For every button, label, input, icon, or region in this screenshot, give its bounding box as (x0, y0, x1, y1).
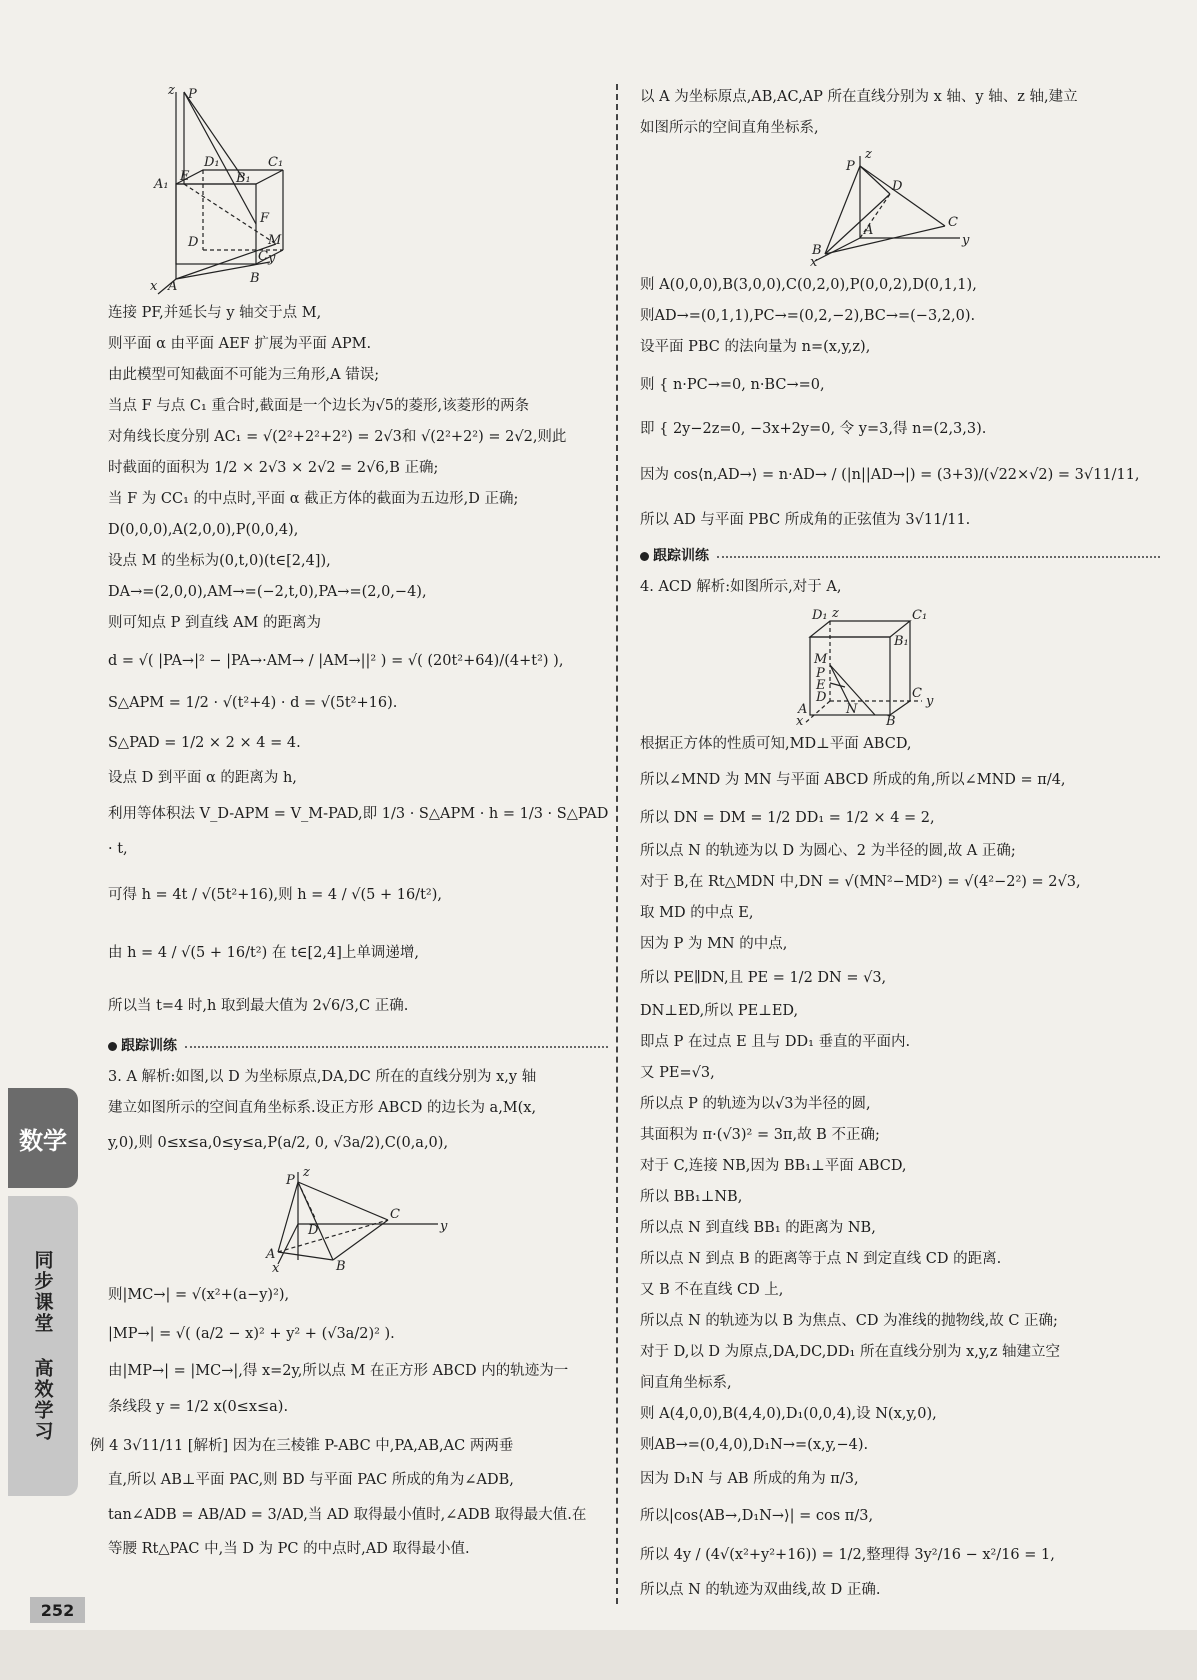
fig-label: P (846, 159, 855, 174)
section-heading-tracking (108, 1031, 608, 1062)
text-line: 等腰 Rt△PAC 中,当 D 为 PC 的中点时,AD 取得最小值. (108, 1541, 470, 1557)
fig-label: x (272, 1261, 280, 1276)
text-line: 所以 DN = DM = 1/2 DD₁ = 1/2 × 4 = 2, (640, 810, 935, 826)
fig-label: E (816, 678, 826, 693)
text-line: D(0,0,0),A(2,0,0),P(0,0,4), (108, 522, 299, 538)
series-tab: 同步课堂 高效学习 (8, 1196, 78, 1496)
cube-n-figure-labels (796, 606, 934, 729)
right-column (640, 82, 1160, 1606)
fig-label: A₁ (154, 177, 169, 192)
solution-part-1 (108, 298, 608, 1031)
fig-label: B (812, 243, 822, 258)
text-line: 所以点 N 到点 B 的距离等于点 N 到定直线 CD 的距离. (640, 1251, 1002, 1267)
fig-label: z (832, 606, 839, 621)
fig-label: D (816, 690, 827, 705)
text-line: 所以∠MND 为 MN 与平面 ABCD 所成的角,所以∠MND = π/4, (640, 772, 1066, 788)
text-line: 所以 AD 与平面 PBC 所成角的正弦值为 3√11/11. (640, 512, 971, 528)
text-line: 所以|cos⟨AB→,D₁N→⟩| = cos π/3, (640, 1508, 874, 1524)
fig-label: B₁ (894, 634, 909, 649)
text-line: 所以 4y / (4√(x²+y²+16)) = 1/2,整理得 3y²/16 − x²/16 = 1, (640, 1547, 1055, 1563)
fig-label: C (948, 215, 958, 230)
text-line: 对于 B,在 Rt△MDN 中,DN = √(MN²−MD²) = √(4²−2²) = 2√3, (640, 874, 1081, 890)
fig-label: z (303, 1165, 310, 1180)
fig-label: x (796, 714, 804, 729)
text-line: 则 { n·PC→=0, n·BC→=0, (640, 377, 825, 393)
fig-label: D (892, 179, 903, 194)
fig-label: E (180, 169, 190, 184)
text-line: 则 A(0,0,0),B(3,0,0),C(0,2,0),P(0,0,2),D(0,1,1), (640, 277, 977, 293)
text-line: 设点 M 的坐标为(0,t,0)(t∈[2,4]), (108, 553, 331, 569)
fig-label: C₁ (912, 608, 928, 623)
page-number: 252 (30, 1597, 85, 1623)
fig-label: z (865, 147, 872, 162)
fig-label: A (266, 1247, 276, 1262)
text-line: 当点 F 与点 C₁ 重合时,截面是一个边长为√5的菱形,该菱形的两条 (108, 398, 530, 414)
text-line: 对于 D,以 D 为原点,DA,DC,DD₁ 所在直线分别为 x,y,z 轴建立空 (640, 1344, 1060, 1360)
subject-tab: 数学 (8, 1088, 78, 1188)
text-line: 则 A(4,0,0),B(4,4,0),D₁(0,0,4),设 N(x,y,0), (640, 1406, 937, 1422)
text-line: 设平面 PBC 的法向量为 n=(x,y,z), (640, 339, 871, 355)
fig-label: M (268, 233, 282, 248)
text-line: 由此模型可知截面不可能为三角形,A 错误; (108, 367, 380, 383)
text-line: 由 h = 4 / √(5 + 16/t²) 在 t∈[2,4]上单调递增, (108, 945, 420, 961)
dotted-rule (717, 556, 1160, 558)
text-line: DN⊥ED,所以 PE⊥ED, (640, 1003, 799, 1019)
solution-part-2 (108, 1062, 608, 1162)
solution-part-3 (90, 1278, 608, 1565)
text-line: 取 MD 的中点 E, (640, 905, 754, 921)
text-line: tan∠ADB = AB/AD = 3/AD,当 AD 取得最小值时,∠ADB 取得最大值.在 (108, 1507, 587, 1523)
text-line: 可得 h = 4t / √(5t²+16),则 h = 4 / √(5 + 16/t²), (108, 887, 442, 903)
bullet-icon (640, 552, 649, 561)
text-line: 利用等体积法 V_D-APM = V_M-PAD,即 1/3 · S△APM · h = 1/3 · S△PAD (108, 806, 609, 822)
fig-label: z (168, 83, 175, 98)
fig-label: A (864, 223, 874, 238)
text-line: |MP→| = √( (a/2 − x)² + y² + (√3a/2)² ). (108, 1326, 395, 1342)
text-line: 条线段 y = 1/2 x(0≤x≤a). (108, 1399, 289, 1415)
fig-label: y (926, 694, 934, 709)
text-line: 由|MP→| = |MC→|,得 x=2y,所以点 M 在正方形 ABCD 内的轨迹为一 (108, 1363, 569, 1379)
text-line: 例 4 3√11/11 [解析] 因为在三棱锥 P-ABC 中,PA,AB,AC 两两垂 (90, 1438, 514, 1454)
text-line: 设点 D 到平面 α 的距离为 h, (108, 770, 297, 786)
left-column (90, 82, 609, 1565)
text-line: 则可知点 P 到直线 AM 的距离为 (108, 615, 322, 631)
text-line: 4. ACD 解析:如图所示,对于 A, (640, 579, 842, 595)
fig-label: P (816, 666, 825, 681)
text-line: d = √( |PA→|² − |PA→·AM→ / |AM→||² ) = √( (20t²+64)/(4+t²) ), (108, 653, 564, 669)
fig-label: x (150, 279, 158, 294)
text-line: 所以点 P 的轨迹为以√3为半径的圆, (640, 1096, 871, 1112)
fig-label: D (188, 235, 199, 250)
solution-part-5 (640, 270, 1160, 541)
text-line: DA→=(2,0,0),AM→=(−2,t,0),PA→=(2,0,−4), (108, 584, 427, 600)
fig-label: C (912, 686, 922, 701)
text-line: 因为 P 为 MN 的中点, (640, 936, 788, 952)
fig-label: F (260, 211, 270, 226)
text-line: S△PAD = 1/2 × 2 × 4 = 4. (108, 735, 301, 751)
text-line: 即点 P 在过点 E 且与 DD₁ 垂直的平面内. (640, 1034, 911, 1050)
section-heading-tracking (640, 541, 1160, 572)
text-line: 则|MC→| = √(x²+(a−y)²), (108, 1287, 290, 1303)
fig-label: y (440, 1219, 448, 1234)
text-line: 所以 BB₁⊥NB, (640, 1189, 743, 1205)
fig-label: C (258, 249, 268, 264)
fig-label: A (168, 279, 178, 294)
text-line: 时截面的面积为 1/2 × 2√3 × 2√2 = 2√6,B 正确; (108, 460, 439, 476)
fig-label: x (810, 255, 818, 270)
text-line: 以 A 为坐标原点,AB,AC,AP 所在直线分别为 x 轴、y 轴、z 轴,建立 (640, 89, 1078, 105)
fig-label: N (846, 702, 858, 717)
text-line: 3. A 解析:如图,以 D 为坐标原点,DA,DC 所在的直线分别为 x,y 轴 (108, 1069, 537, 1085)
text-line: 建立如图所示的空间直角坐标系.设正方形 ABCD 的边长为 a,M(x, (108, 1100, 537, 1116)
text-line: 连接 PF,并延长与 y 轴交于点 M, (108, 305, 322, 321)
text-line: 如图所示的空间直角坐标系, (640, 120, 819, 136)
text-line: 因为 D₁N 与 AB 所成的角为 π/3, (640, 1471, 859, 1487)
section-title: 跟踪训练 (121, 1038, 177, 1054)
text-line: 对角线长度分别 AC₁ = √(2²+2²+2²) = 2√3和 √(2²+2²) = 2√2,则此 (108, 429, 567, 445)
fig-label: B₁ (236, 171, 251, 186)
fig-label: B (250, 271, 260, 286)
solution-part-4 (640, 82, 1160, 144)
text-line: 对于 C,连接 NB,因为 BB₁⊥平面 ABCD, (640, 1158, 907, 1174)
cube-figure (108, 83, 284, 294)
text-line: 所以点 N 的轨迹为双曲线,故 D 正确. (640, 1582, 881, 1598)
text-line: 其面积为 π·(√3)² = 3π,故 B 不正确; (640, 1127, 880, 1143)
text-line: 所以点 N 的轨迹为以 D 为圆心、2 为半径的圆,故 A 正确; (640, 843, 1016, 859)
dotted-rule (185, 1046, 608, 1048)
fig-label: M (814, 652, 828, 667)
text-line: 所以 PE∥DN,且 PE = 1/2 DN = √3, (640, 970, 887, 986)
column-divider (616, 84, 618, 1604)
pyramid-figure (168, 1164, 498, 1274)
text-line: 则AD→=(0,1,1),PC→=(0,2,−2),BC→=(−3,2,0). (640, 308, 976, 324)
text-line: 当 F 为 CC₁ 的中点时,平面 α 截正方体的截面为五边形,D 正确; (108, 491, 519, 507)
text-line: · t, (108, 841, 128, 857)
text-line: 则AB→=(0,4,0),D₁N→=(x,y,−4). (640, 1437, 869, 1453)
cube-figure-labels (150, 83, 283, 294)
bottom-margin (0, 1630, 1197, 1680)
fig-label: P (286, 1173, 295, 1188)
text-line: 所以点 N 的轨迹为以 B 为焦点、CD 为准线的抛物线,故 C 正确; (640, 1313, 1058, 1329)
fig-label: D₁ (812, 608, 828, 623)
fig-label: C (390, 1207, 400, 1222)
fig-label: P (188, 87, 197, 102)
text-line: 所以点 N 到直线 BB₁ 的距离为 NB, (640, 1220, 876, 1236)
fig-label: A (798, 702, 808, 717)
bullet-icon (108, 1042, 117, 1051)
text-line: 即 { 2y−2z=0, −3x+2y=0, 令 y=3,得 n=(2,3,3). (640, 421, 987, 437)
text-line: 则平面 α 由平面 AEF 扩展为平面 APM. (108, 336, 372, 352)
text-line: y,0),则 0≤x≤a,0≤y≤a,P(a/2, 0, √3a/2),C(0,a,0), (108, 1135, 449, 1151)
section-title: 跟踪训练 (653, 548, 709, 564)
text-line: S△APM = 1/2 · √(t²+4) · d = √(5t²+16). (108, 695, 398, 711)
text-line: 间直角坐标系, (640, 1375, 732, 1391)
text-line: 直,所以 AB⊥平面 PAC,则 BD 与平面 PAC 所成的角为∠ADB, (108, 1472, 514, 1488)
text-line: 又 B 不在直线 CD 上, (640, 1282, 784, 1298)
fig-label: B (886, 714, 896, 729)
fig-label: C₁ (268, 155, 284, 170)
fig-label: B (336, 1259, 346, 1274)
text-line: 又 PE=√3, (640, 1065, 715, 1081)
fig-label: y (268, 251, 276, 266)
pyramid-figure-labels (265, 1165, 448, 1276)
tetrahedron-figure (770, 146, 1100, 270)
solution-part-6 (640, 729, 1160, 1606)
fig-label: D₁ (204, 155, 220, 170)
text-line: 所以当 t=4 时,h 取到最大值为 2√6/3,C 正确. (108, 998, 409, 1014)
cube-n-figure (760, 605, 1090, 729)
text-line: 因为 cos⟨n,AD→⟩ = n·AD→ / (|n||AD→|) = (3+3)/(√22×√2) = 3√11/11, (640, 467, 1140, 483)
fig-label: D (308, 1223, 319, 1238)
text-line: 根据正方体的性质可知,MD⊥平面 ABCD, (640, 736, 912, 752)
fig-label: y (962, 233, 970, 248)
